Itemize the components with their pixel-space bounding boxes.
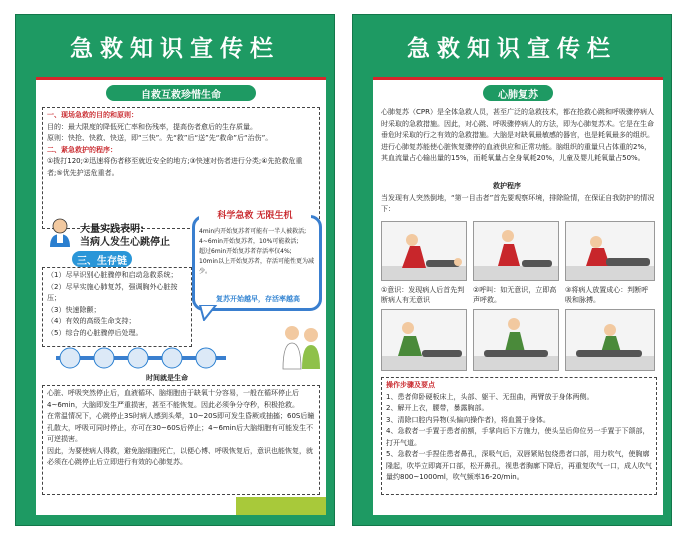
science-line-2: 4~6min开始复苏者，10%可能救活; [199, 238, 299, 245]
practice-line-1: 大量实践表明: [80, 224, 144, 235]
footer-strip-green [236, 497, 326, 515]
right-content [373, 77, 663, 515]
time-is-life-box [42, 385, 320, 495]
time-para-2: 在常温情况下，心跳停止3S时病人感到头晕，10~20S即可发生昏厥或抽搐；60S后瞳孔散大，呼吸可同时停止，亦可在30~60S后停止；4~6min后大脑细胞有可能发生不可逆损害。 [47, 412, 315, 443]
chain-item-4: （4）有效的高级生命支持； [47, 317, 136, 325]
science-title: 科学急救 无限生机 [199, 208, 311, 224]
right-header-title: 急救知识宣传栏 [407, 35, 617, 62]
sec1-line-1: 目的：最大限度的降低死亡率和伤残率，提高伤者愈后的生存质量。 [47, 122, 257, 131]
chain-item-5: （5）综合的心脏骤停后处理。 [47, 328, 143, 337]
rescuer-position-icon [566, 222, 654, 280]
step-position-image [565, 221, 655, 281]
program-title: 救护程序 [493, 182, 521, 190]
chain-item-1: （1）尽早识别心脏骤停和启动急救系统； [47, 271, 178, 279]
rescuer-call-icon [474, 222, 558, 280]
right-red-line [373, 77, 663, 80]
doctor-icon [46, 217, 74, 247]
survival-chain-box [42, 267, 192, 347]
airway-image [381, 309, 467, 371]
sec1-line-2: 原则：快抢、快救、快送，即“三快”。先“救”后“送”先“救命”后“治伤”。 [47, 134, 273, 142]
right-poster [352, 14, 672, 526]
science-footer: 复苏开始越早，存活率越高 [216, 295, 300, 303]
doctor-patient-icon [280, 323, 322, 371]
step-caption-3: ③将病人放置成心：判断呼吸和脉搏。 [565, 286, 649, 304]
chain-item-2: （2）尽早实施心肺复苏，强调胸外心脏按压； [47, 282, 178, 302]
practice-line-2: 当病人发生心跳停止 [80, 237, 170, 248]
rescue-breath-icon [566, 310, 654, 370]
science-bubble [192, 211, 322, 311]
operation-steps-box [381, 377, 657, 495]
step-caption-1: ①意识：发现病人后首先判断病人有无意识 [381, 286, 465, 304]
step-caption-2: ②呼叫：如无意识，立即高声呼救。 [473, 286, 557, 304]
compression-image [473, 309, 559, 371]
cpr-intro: 心肺复苏（CPR）是全体急救人员，甚至广泛的急救技术，都在抢救心跳和呼吸骤停病人时采取的急救措施。因此，对心跳、呼吸骤停病人的方法，即为心肺复苏术。它是在生命垂危时采取的行之有效的急救措施。大脑是对缺氧最敏感的器官，也是耗氧最多的组织。进行心肺复苏能使心脏恢复骤停的血液供应和正常功能。脑组织的重量只占体重的2%，其血流量占心输出量的15%，而耗氧量占全身氧耗20%，儿童及婴儿耗氧量占50%。 [381, 108, 654, 162]
chain-of-survival-strip [56, 347, 226, 369]
survival-chain-pill: 三、生存链 [72, 251, 132, 267]
step-call-image [473, 221, 559, 281]
time-para-1: 心脏、呼吸突然停止后，血液循环、脑细胞由于缺氧十分容易，一般在循环停止后4~6min，大脑即发生严重损害，甚至不能恢复。因此必须争分夺秒，积极抢救。 [47, 389, 299, 409]
ops-step-1: 1、患者仰卧硬板床上，头部、躯干、无扭曲，两臂放于身体两侧。 [386, 392, 594, 401]
science-line-4: 10min以上开始复苏者，存活可能性更为减少。 [199, 258, 314, 275]
science-line-1: 4min内开始复苏者可能有一半人被救活; [199, 228, 307, 235]
survival-steps-icon [56, 347, 226, 369]
ops-step-3: 3、清除口腔内异物(头偏向操作者)，将血置于身体。 [386, 415, 550, 424]
sec2-line-1: ①拨打120;②迅速将伤者移至就近安全的地方;③快速对伤者进行分类;④先抢救危重者;⑤优先护送危重者。 [47, 157, 303, 177]
program-text: 当发现有人突然倒地，“第一目击者”首先要观察环境，排除险情，在保证自我防护的情况下： [381, 194, 655, 213]
compression-icon [474, 310, 558, 370]
ops-step-2: 2、解开上衣，腰带，暴露胸部。 [386, 404, 489, 412]
left-banner: 自救互救珍惜生命 [106, 85, 256, 101]
right-banner: 心肺复苏 [483, 85, 553, 101]
sec2-title: 二、紧急救护的程序： [47, 145, 117, 154]
rescuer-check-icon [382, 222, 466, 280]
airway-icon [382, 310, 466, 370]
ops-step-5: 5、急救者一手捏住患者鼻孔，深吸气后，双唇紧贴包绕患者口部，用力吹气，使胸廓隆起，吹毕立即离开口部，松开鼻孔，视患者胸廓下降后，再重复吹气一口，成人吹气量约800~1000ml，吹气频率16-20/min。 [386, 450, 652, 481]
rescue-breath-image [565, 309, 655, 371]
bubble-tail-shape [196, 305, 220, 321]
ops-step-4: 4、急救者一手置于患者前额，手掌向后下方施力，使头呈后仰位另一手置于下颌部，打开气道。 [386, 427, 650, 447]
left-poster [15, 14, 335, 526]
sec1-title: 一、现场急救的目的和原则： [47, 111, 138, 119]
time-is-life-title: 时间就是生命 [146, 374, 188, 382]
science-line-3: 超过6min开始复苏者存活率仅4%; [199, 248, 292, 255]
footer-strip-white [36, 497, 236, 515]
left-header-title: 急救知识宣传栏 [70, 35, 280, 62]
chain-item-3: （3）快速除颤； [47, 305, 101, 314]
left-content [36, 77, 326, 515]
left-red-line [36, 77, 326, 80]
step-consciousness-image [381, 221, 467, 281]
time-para-3: 因此，为要使病人得救，避免脑细胞死亡，以便心博、呼吸恢复后，意识也能恢复，就必须在心跳停止后立即进行有效的心肺复苏。 [47, 446, 313, 466]
ops-title: 操作步骤及要点 [386, 381, 435, 389]
